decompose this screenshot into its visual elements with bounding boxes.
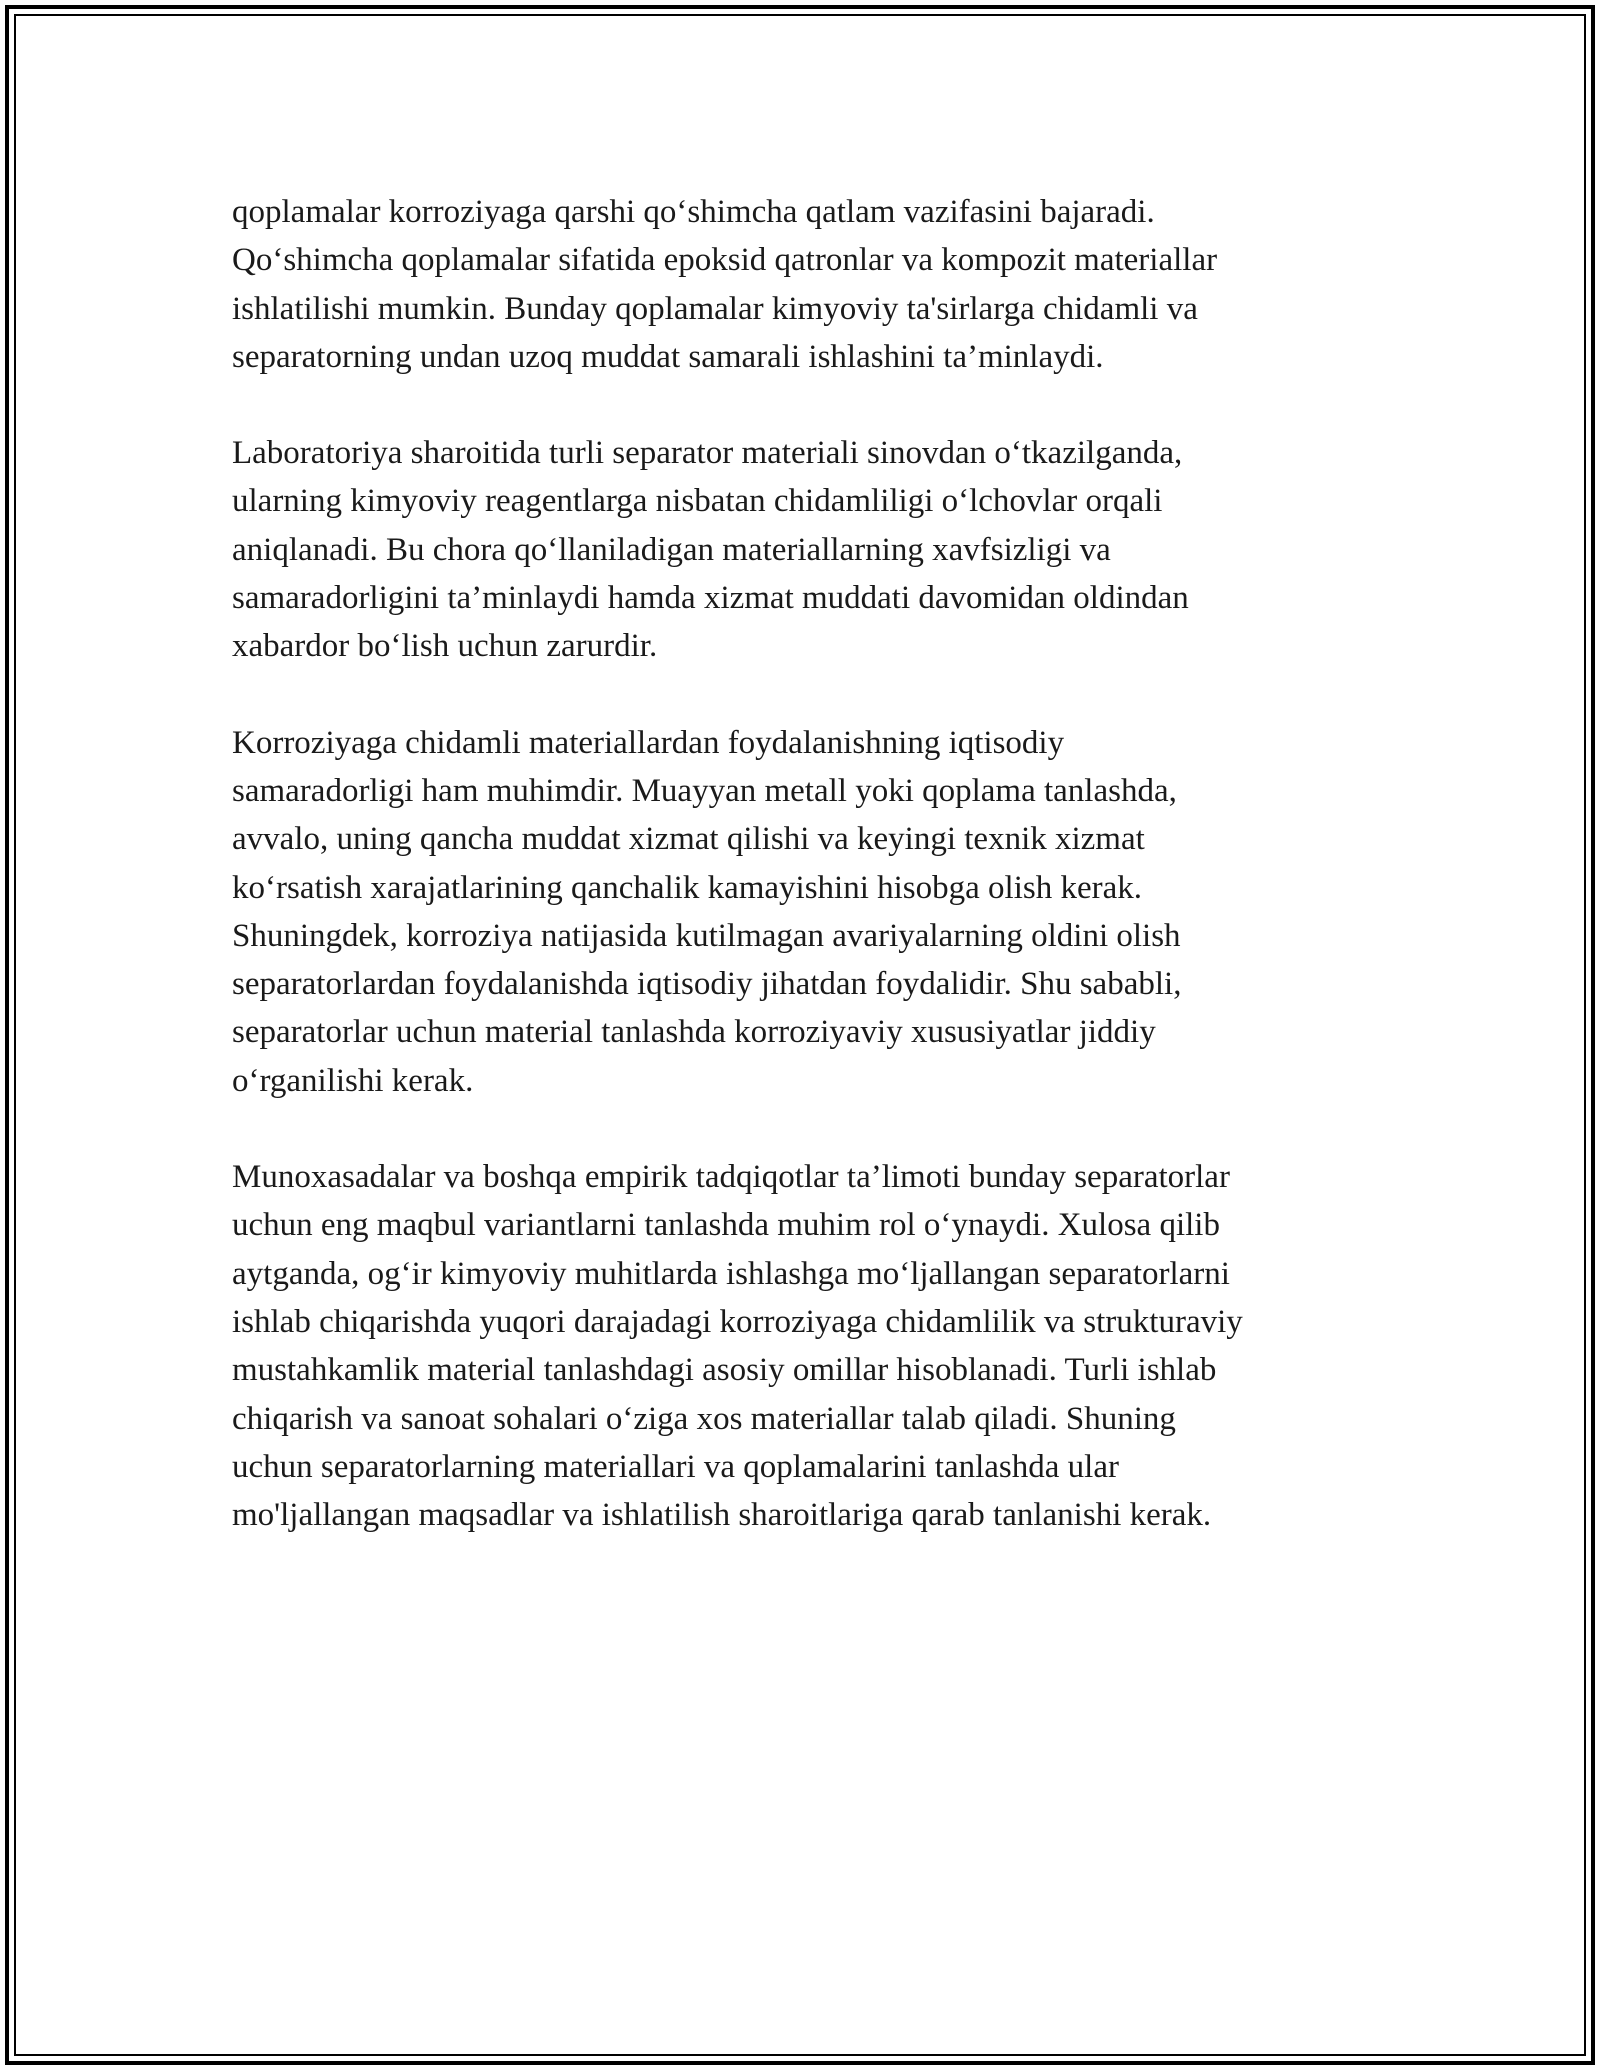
document-body xyxy=(232,188,1382,1587)
paragraph-coatings: qoplamalar korroziyaga qarshi qo‘shimcha qatlam vazifasini bajaradi. Qo‘shimcha qoplamalar sifatida epoksid qatronlar va kompozit materiallar ishlatilishi mumkin. Bunday qoplamalar kimyoviy ta'sirlarga chidamli va separatorning undan uzoq muddat samarali ishlashini ta’minlaydi. xyxy=(232,194,1218,375)
paragraph-conclusion: Munoxasadalar va boshqa empirik tadqiqotlar ta’limoti bunday separatorlar uchun eng maqbul variantlarni tanlashda muhim rol o‘ynaydi. Xulosa qilib aytganda, og‘ir kimyoviy muhitlarda ishlashga mo‘ljallangan separatorlarni ishlab chiqarishda yuqori darajadagi korroziyaga chidamlilik va strukturaviy mustahkamlik material tanlashdagi asosiy omillar hisoblanadi. Turli ishlab chiqarish va sanoat sohalari o‘ziga xos materiallar talab qiladi. Shuning uchun separatorlarning materiallari va qoplamalarini tanlashda ular mo'ljallangan maqsadlar va ishlatilish sharoitlariga qarab tanlanishi kerak. xyxy=(232,1159,1243,1534)
paragraph-economic-efficiency: Korroziyaga chidamli materiallardan foydalanishning iqtisodiy samaradorligi ham muhimdir. Muayyan metall yoki qoplama tanlashda, avvalo, uning qancha muddat xizmat qilishi va keyingi texnik xizmat ko‘rsatish xarajatlarining qanchalik kamayishini hisobga olish kerak. Shuningdek, korroziya natijasida kutilmagan avariyalarning oldini olish separatorlardan foydalanishda iqtisodiy jihatdan foydalidir. Shu sababli, separatorlar uchun material tanlashda korroziyaviy xususiyatlar jiddiy o‘rganilishi kerak. xyxy=(232,724,1182,1099)
paragraph-laboratory-testing: Laboratoriya sharoitida turli separator materiali sinovdan o‘tkazilganda, ularning kimyoviy reagentlarga nisbatan chidamliligi o‘lchovlar orqali aniqlanadi. Bu chora qo‘llaniladigan materiallarning xavfsizligi va samaradorligini ta’minlaydi hamda xizmat muddati davomidan oldindan xabardor bo‘lish uchun zarurdir. xyxy=(232,435,1189,665)
